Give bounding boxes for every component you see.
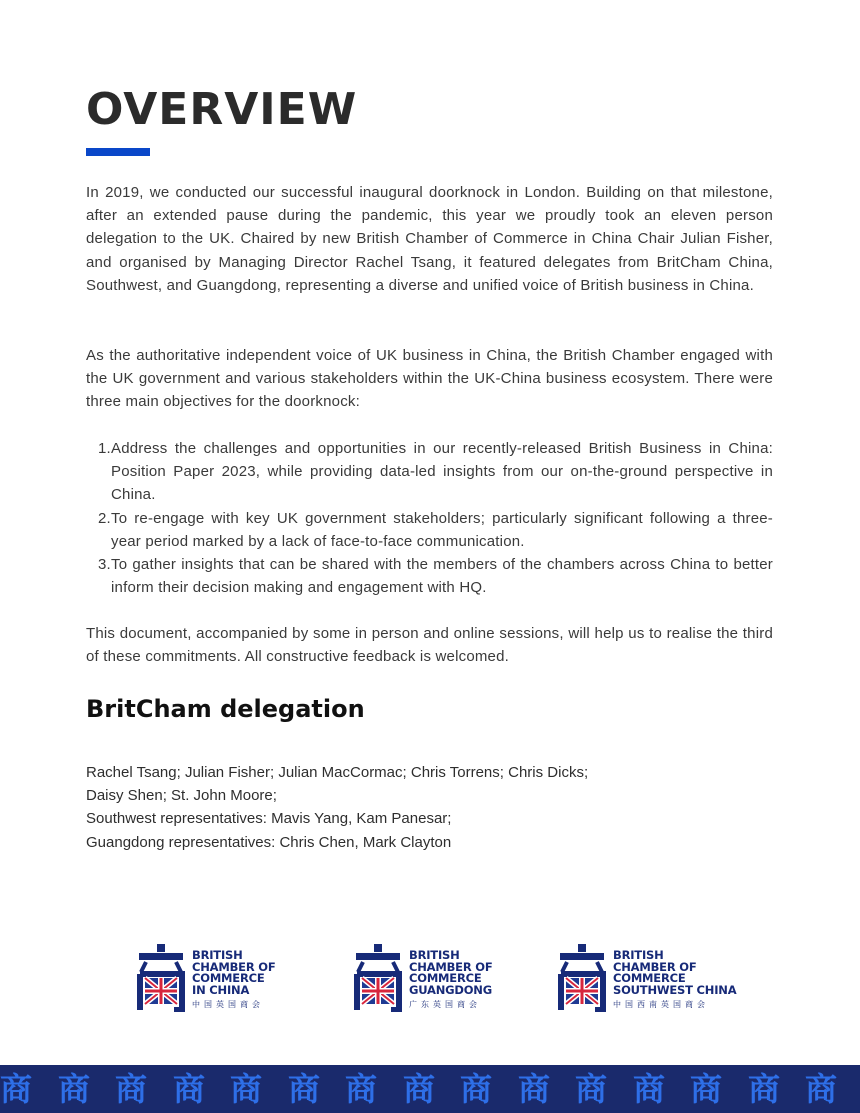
footer-pattern-glyph: 商	[575, 1070, 608, 1108]
logo-name-line: COMMERCE	[613, 971, 686, 985]
objective-item	[86, 553, 773, 599]
objective-text: To re-engage with key UK government stakeholders; particularly significant following a three-year period marked by a lack of face-to-face communication.	[111, 509, 773, 550]
logo-name-line: BRITISH	[192, 948, 243, 962]
logo-name-line: CHAMBER OF	[192, 959, 276, 974]
logo-name-line: CHAMBER OF	[409, 959, 493, 974]
footer-pattern-glyph: 商	[690, 1070, 723, 1108]
objective-text: Address the challenges and opportunities in our recently-released British Business in China: Position Paper 2023, while providing data-led insights from our on-the-ground perspective in China.	[111, 440, 773, 504]
footer-pattern-glyph: 商	[805, 1070, 838, 1108]
logo-chinese-name: 广东英国商会	[409, 1000, 481, 1009]
footer-pattern-glyph: 商	[115, 1070, 148, 1108]
footer-pattern-glyph: 商	[0, 1070, 33, 1108]
footer-pattern-glyph: 商	[748, 1070, 781, 1108]
footer-pattern-glyph: 商	[230, 1070, 263, 1108]
title-underline	[86, 148, 150, 156]
footer-pattern-glyph: 商	[518, 1070, 551, 1108]
objective-number: 2.	[98, 509, 111, 527]
delegation-member-line: Daisy Shen; St. John Moore;	[86, 787, 277, 805]
footer-pattern-glyph: 商	[345, 1070, 378, 1108]
footer-pattern-glyph: 商	[58, 1070, 91, 1108]
objectives-list	[86, 437, 773, 599]
delegation-members	[86, 761, 588, 854]
delegation-member-line: Rachel Tsang; Julian Fisher; Julian MacCormac; Chris Torrens; Chris Dicks;	[86, 764, 589, 781]
delegation-member-line: Guangdong representatives: Chris Chen, Mark Clayton	[86, 833, 452, 851]
footer-pattern-glyph: 商	[403, 1070, 436, 1108]
footer-pattern-glyph: 商	[288, 1070, 321, 1108]
chamber-emblem-icon	[136, 944, 186, 1012]
delegation-member-line: Southwest representatives: Mavis Yang, Kam Panesar;	[86, 810, 452, 828]
logo-name-line: COMMERCE	[409, 971, 482, 985]
footer-pattern-glyph: 商	[460, 1070, 493, 1108]
logo-chinese-name: 中国英国商会	[192, 1000, 264, 1009]
logo-name-line: IN CHINA	[192, 982, 250, 997]
logo-name-line: GUANGDONG	[409, 982, 492, 997]
chamber-emblem-icon	[353, 944, 403, 1012]
footer-pattern-glyph: 商	[633, 1070, 666, 1108]
objective-number: 3.	[98, 556, 111, 574]
logo-name-line: SOUTHWEST CHINA	[613, 982, 737, 997]
objective-text: To gather insights that can be shared with the members of the chambers across China to better inform their decision making and engagement with HQ.	[111, 556, 773, 597]
footer-pattern-band	[0, 1065, 860, 1113]
britcham-china-logo	[136, 944, 276, 1018]
intro-paragraph: In 2019, we conducted our successful inaugural doorknock in London. Building on that milestone, after an extended pause during the pandemic, this year we proudly took an eleven person delegation to the UK. Chaired by new British Chamber of Commerce in China Chair Julian Fisher, and organised by Managing Director Rachel Tsang, it featured delegates from BritCham China, Southwest, and Guangdong, representing a diverse and unified voice of British business in China.	[86, 184, 773, 294]
britcham-guangdong-logo	[353, 944, 493, 1018]
objectives-intro-paragraph: As the authoritative independent voice of UK business in China, the British Chamber engaged with the UK government and various stakeholders within the UK-China business ecosystem. There were three main objectives for the doorknock:	[86, 347, 773, 411]
delegation-heading: BritCham delegation	[86, 695, 365, 723]
logo-name-line: CHAMBER OF	[613, 959, 697, 974]
logo-name-line: BRITISH	[613, 948, 664, 962]
closing-paragraph: This document, accompanied by some in person and online sessions, will help us to realise the third of these commitments. All constructive feedback is welcomed.	[86, 625, 773, 666]
logo-name-line: BRITISH	[409, 948, 460, 962]
logo-chinese-name: 中国西南英国商会	[613, 1000, 709, 1009]
logo-name-line: COMMERCE	[192, 971, 265, 985]
chamber-emblem-icon	[557, 944, 607, 1012]
objective-number: 1.	[98, 440, 111, 457]
britcham-southwest-logo	[557, 944, 736, 1018]
objective-item	[86, 507, 773, 553]
footer-pattern-glyph: 商	[173, 1070, 206, 1108]
page-title: OVERVIEW	[86, 84, 358, 135]
objective-item	[86, 437, 773, 507]
